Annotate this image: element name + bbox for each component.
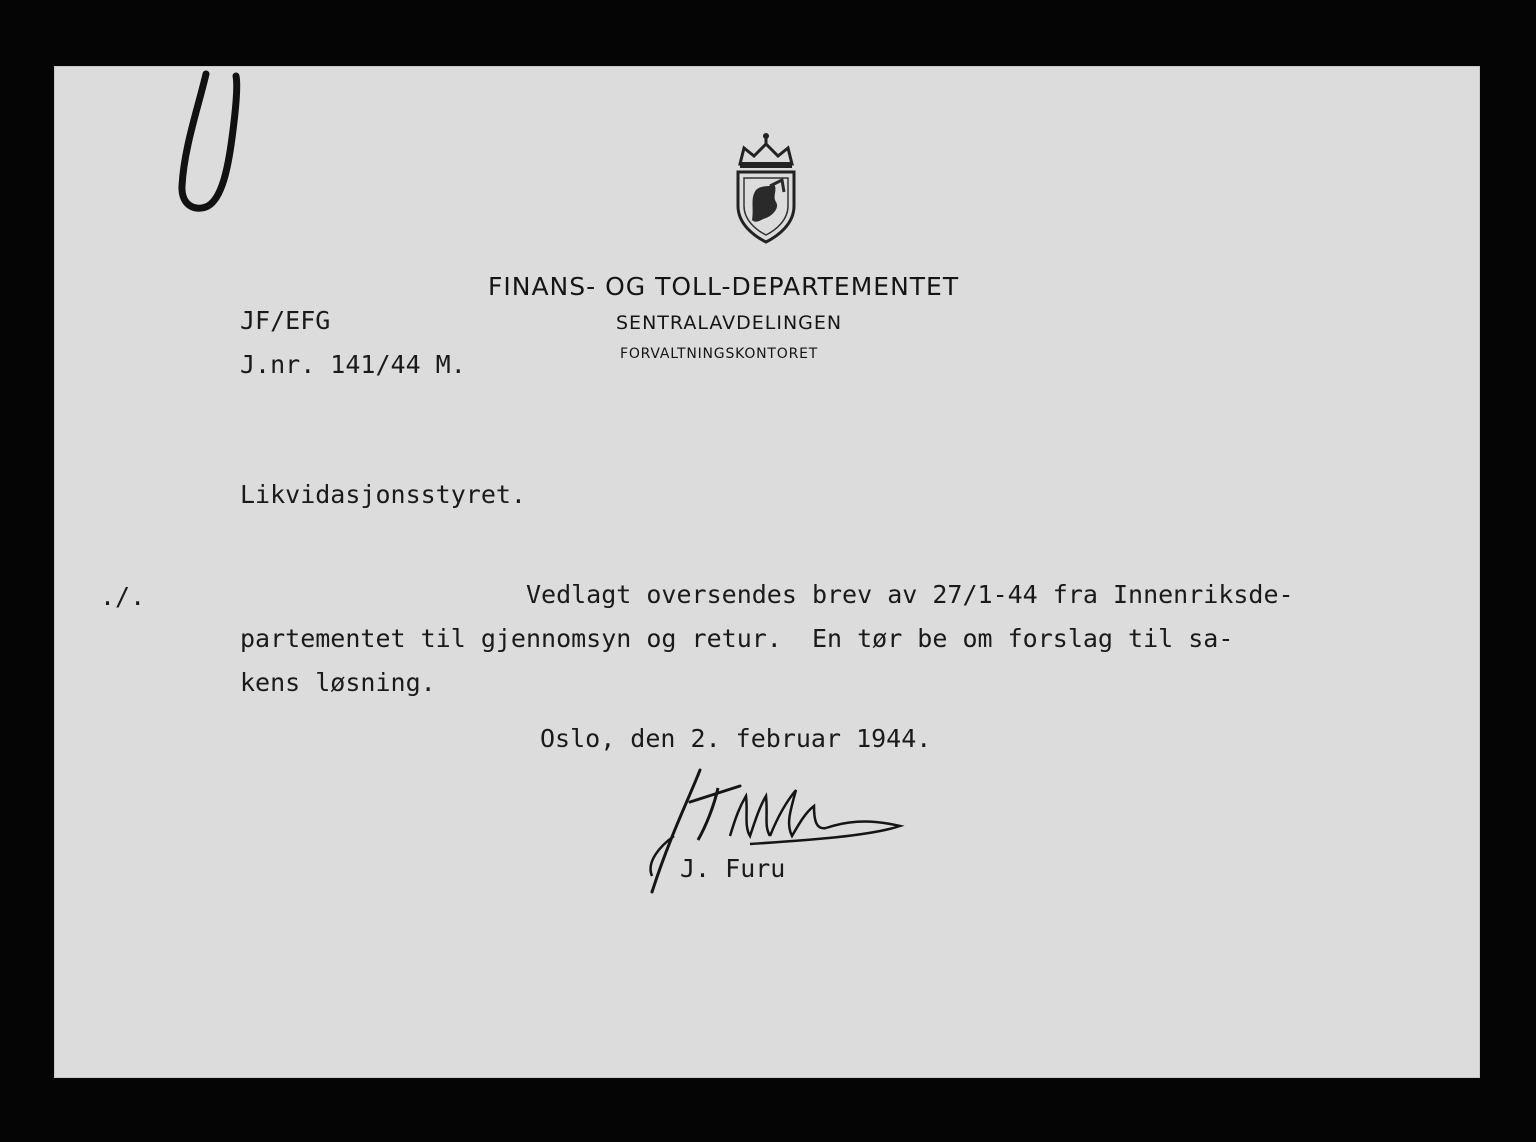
- paper-clip-icon: [176, 68, 246, 216]
- office-name: FORVALTNINGSKONTORET: [620, 346, 819, 362]
- body-line-1: Vedlagt oversendes brev av 27/1-44 fra Innenriksde-: [240, 580, 1294, 609]
- norwegian-coat-of-arms-icon: [726, 128, 806, 248]
- signatory-name: J. Furu: [680, 854, 786, 883]
- department-name: FINANS- OG TOLL-DEPARTEMENTET: [488, 272, 960, 301]
- journal-number: J.nr. 141/44 M.: [240, 350, 466, 379]
- body-line-2: partementet til gjennomsyn og retur. En tør be om forslag til sa-: [240, 624, 1234, 653]
- recipient: Likvidasjonsstyret.: [240, 480, 526, 509]
- division-name: SENTRALAVDELINGEN: [616, 312, 843, 334]
- body-line-3: kens løsning.: [240, 668, 436, 697]
- reference-initials: JF/EFG: [240, 306, 331, 335]
- enclosure-mark: ./.: [100, 582, 146, 611]
- place-and-date: Oslo, den 2. februar 1944.: [540, 724, 932, 753]
